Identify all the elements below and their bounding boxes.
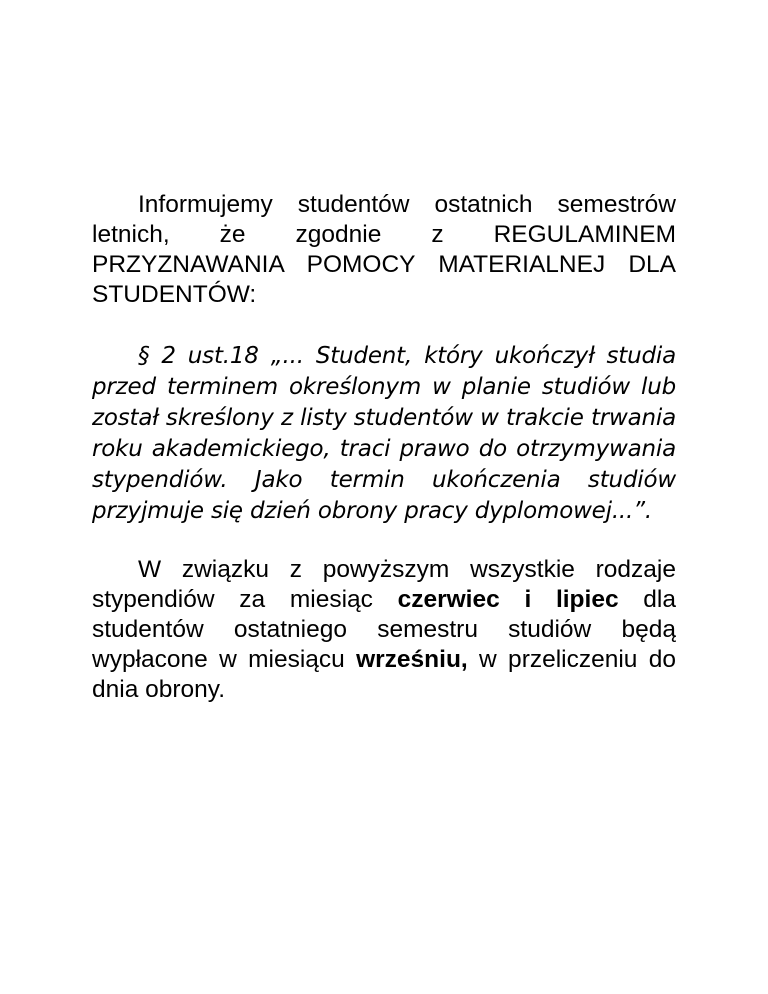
notice-text-2: dla studentów ostatniego semestru studiów będą wypłacone w miesiącu <box>92 586 676 673</box>
notice-text-3: w przeliczeniu do dnia obrony. <box>92 646 676 703</box>
notice-payout-month: wrześniu, <box>356 646 468 673</box>
document-page <box>92 190 676 705</box>
notice-months: czerwiec i lipiec <box>397 586 619 613</box>
intro-paragraph: Informujemy studentów ostatnich semestrów letnich, że zgodnie z REGULAMINEM PRZYZNAWANIA POMOCY MATERIALNEJ DLA STUDENTÓW: <box>92 191 676 308</box>
notice-paragraph <box>92 555 676 705</box>
notice-text-1: W związku z powyższym wszystkie rodzaje stypendiów za miesiąc <box>92 556 676 613</box>
regulation-quote: § 2 ust.18 „... Student, który ukończył studia przed terminem określonym w planie studiów lub został skreślony z listy studentów w trakcie trwania roku akademickiego, traci prawo do otrzymywania stypendiów. Jako termin ukończenia studiów przyjmuje się dzień obrony pracy dyplomowej...”. <box>92 343 676 524</box>
